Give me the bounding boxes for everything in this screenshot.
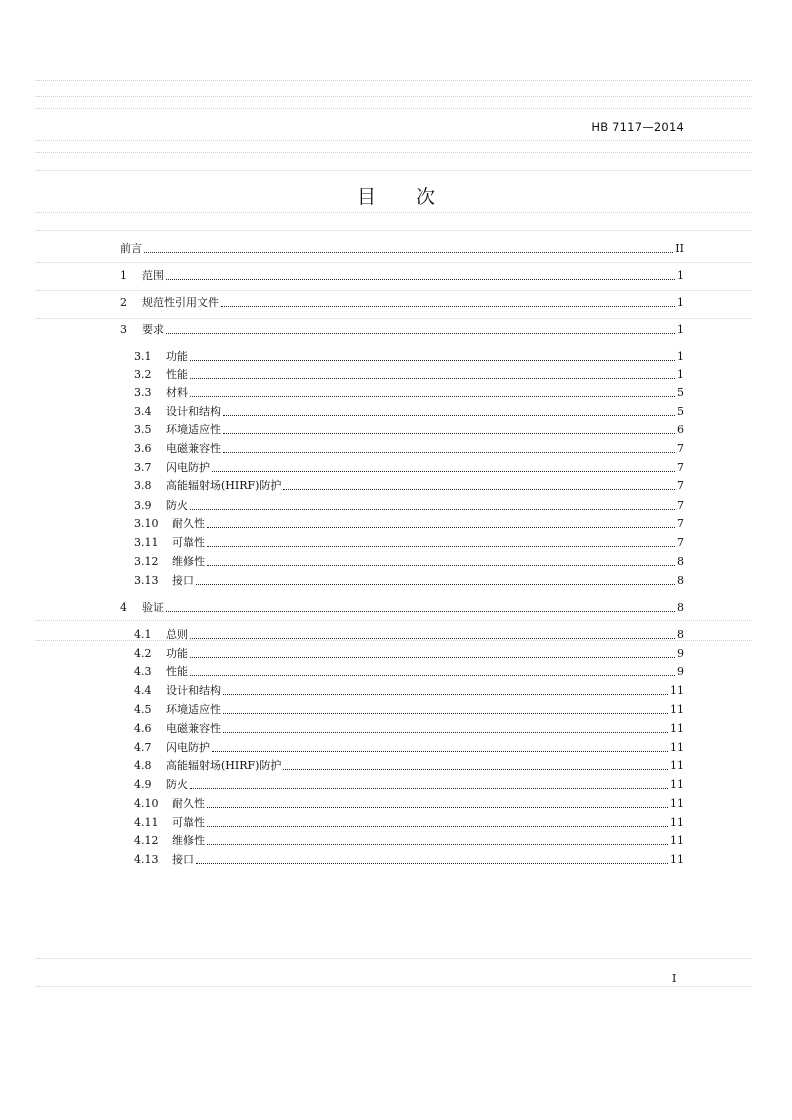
toc-entry-page: 9 (677, 647, 684, 660)
toc-entry[interactable] (134, 796, 684, 812)
toc-dot-leader (190, 638, 675, 639)
toc-entry-number: 3.7 (134, 461, 152, 474)
toc-entry-number: 3.8 (134, 479, 152, 492)
toc-entry-page: 1 (677, 296, 684, 309)
toc-entry-page: 9 (677, 665, 684, 678)
toc-entry-label: 防火 (166, 778, 188, 791)
toc-entry-number: 3.1 (134, 350, 152, 363)
toc-entry-page: 11 (670, 853, 684, 866)
toc-entry-number: 4.4 (134, 684, 152, 697)
toc-entry[interactable] (120, 295, 684, 311)
toc-entry-label: 设计和结构 (166, 405, 221, 418)
toc-entry-label: 性能 (166, 368, 188, 381)
toc-entry-label: 总则 (166, 628, 188, 641)
toc-dot-leader (207, 826, 668, 827)
toc-entry-number: 4.5 (134, 703, 152, 716)
toc-entry[interactable] (134, 683, 684, 699)
toc-dot-leader (283, 769, 668, 770)
toc-entry-page: 11 (670, 797, 684, 810)
toc-entry-number: 4.9 (134, 778, 152, 791)
toc-entry[interactable] (134, 516, 684, 532)
toc-entry-label: 闪电防护 (166, 461, 210, 474)
toc-dot-leader (223, 452, 675, 453)
toc-entry-number: 3.4 (134, 405, 152, 418)
toc-entry-label: 材料 (166, 386, 188, 399)
toc-dot-leader (223, 415, 675, 416)
toc-entry-number: 3 (120, 323, 127, 336)
toc-entry-label: 闪电防护 (166, 741, 210, 754)
toc-entry-number: 3.2 (134, 368, 152, 381)
toc-dot-leader (212, 751, 668, 752)
toc-dot-leader (223, 732, 668, 733)
toc-dot-leader (190, 657, 675, 658)
toc-entry-page: 11 (670, 816, 684, 829)
toc-entry-number: 4 (120, 601, 127, 614)
toc-entry-page: 8 (677, 628, 684, 641)
toc-entry[interactable] (134, 478, 684, 494)
toc-dot-leader (207, 844, 668, 845)
toc-entry[interactable] (120, 268, 684, 284)
toc-entry-page: 7 (677, 517, 684, 530)
toc-entry-page: 8 (677, 555, 684, 568)
toc-entry-page: 11 (670, 834, 684, 847)
document-code: HB 7117—2014 (591, 120, 684, 134)
toc-entry-number: 4.6 (134, 722, 152, 735)
toc-entry-page: 7 (677, 442, 684, 455)
toc-dot-leader (190, 788, 668, 789)
toc-entry-label: 设计和结构 (166, 684, 221, 697)
toc-entry-label: 可靠性 (172, 536, 205, 549)
toc-entry-label: 高能辐射场(HIRF)防护 (166, 479, 282, 492)
toc-entry-number: 1 (120, 269, 127, 282)
toc-dot-leader (223, 433, 675, 434)
page-title: 目 次 (356, 186, 436, 208)
toc-entry-page: 6 (677, 423, 684, 436)
toc-entry-number: 4.11 (134, 816, 159, 829)
toc-entry[interactable] (134, 349, 684, 365)
toc-entry-page: 1 (677, 323, 684, 336)
toc-entry-page: 5 (677, 405, 684, 418)
toc-entry-label: 要求 (142, 323, 164, 336)
toc-dot-leader (207, 527, 675, 528)
toc-entry-label: 范围 (142, 269, 164, 282)
toc-entry-label: 耐久性 (172, 517, 205, 530)
toc-entry-label: 维修性 (172, 555, 205, 568)
toc-entry-label: 电磁兼容性 (166, 722, 221, 735)
toc-entry-page: 7 (677, 536, 684, 549)
toc-dot-leader (221, 306, 675, 307)
toc-entry-number: 4.1 (134, 628, 152, 641)
toc-entry[interactable] (134, 758, 684, 774)
toc-entry-number: 4.2 (134, 647, 152, 660)
toc-entry-label: 接口 (172, 853, 194, 866)
toc-entry[interactable] (134, 404, 684, 420)
toc-dot-leader (190, 378, 675, 379)
toc-entry-label: 接口 (172, 574, 194, 587)
toc-entry[interactable] (134, 554, 684, 570)
toc-entry-number: 4.10 (134, 797, 159, 810)
toc-dot-leader (223, 694, 668, 695)
toc-entry[interactable] (134, 664, 684, 680)
toc-entry-page: 1 (677, 350, 684, 363)
toc-entry[interactable] (120, 600, 684, 616)
toc-entry[interactable] (134, 721, 684, 737)
toc-dot-leader (166, 611, 675, 612)
toc-entry-label: 防火 (166, 499, 188, 512)
toc-entry[interactable] (134, 646, 684, 662)
toc-entry[interactable] (134, 498, 684, 514)
toc-entry-label: 电磁兼容性 (166, 442, 221, 455)
toc-entry-label: 可靠性 (172, 816, 205, 829)
toc-entry-page: 11 (670, 722, 684, 735)
toc-dot-leader (166, 333, 675, 334)
toc-entry[interactable] (134, 460, 684, 476)
toc-entry-label: 前言 (120, 242, 142, 255)
toc-entry-label: 性能 (166, 665, 188, 678)
toc-entry[interactable] (134, 627, 684, 643)
toc-entry-number: 3.6 (134, 442, 152, 455)
toc-entry[interactable] (134, 833, 684, 849)
toc-entry-page: 7 (677, 479, 684, 492)
toc-dot-leader (144, 252, 673, 253)
toc-dot-leader (190, 396, 675, 397)
toc-entry-page: 8 (677, 601, 684, 614)
toc-entry[interactable] (120, 322, 684, 338)
toc-entry-number: 3.10 (134, 517, 159, 530)
toc-entry-number: 3.5 (134, 423, 152, 436)
toc-entry-label: 功能 (166, 350, 188, 363)
toc-entry-number: 4.3 (134, 665, 152, 678)
toc-entry[interactable] (134, 535, 684, 551)
toc-entry-page: 8 (677, 574, 684, 587)
toc-entry[interactable] (134, 815, 684, 831)
toc-entry-page: 11 (670, 741, 684, 754)
toc-dot-leader (196, 584, 675, 585)
toc-dot-leader (212, 471, 675, 472)
toc-entry-number: 4.13 (134, 853, 159, 866)
toc-dot-leader (283, 489, 675, 490)
toc-dot-leader (196, 863, 668, 864)
toc-dot-leader (223, 713, 668, 714)
toc-dot-leader (190, 675, 675, 676)
toc-entry-page: 11 (670, 684, 684, 697)
toc-entry-page: 7 (677, 461, 684, 474)
toc-entry-number: 3.3 (134, 386, 152, 399)
toc-entry-label: 验证 (142, 601, 164, 614)
toc-entry-page: 1 (677, 269, 684, 282)
toc-entry-number: 4.12 (134, 834, 159, 847)
toc-dot-leader (207, 565, 675, 566)
toc-entry-page: 11 (670, 759, 684, 772)
toc-entry-label: 功能 (166, 647, 188, 660)
toc-entry-number: 2 (120, 296, 127, 309)
toc-entry-label: 高能辐射场(HIRF)防护 (166, 759, 282, 772)
toc-entry-number: 3.9 (134, 499, 152, 512)
toc-entry-label: 规范性引用文件 (142, 296, 219, 309)
toc-entry-page: 7 (677, 499, 684, 512)
toc-entry[interactable] (134, 422, 684, 438)
toc-entry-number: 4.8 (134, 759, 152, 772)
toc-entry[interactable] (120, 241, 684, 257)
toc-entry-page: 5 (677, 386, 684, 399)
toc-dot-leader (190, 360, 675, 361)
toc-entry[interactable] (134, 852, 684, 868)
toc-entry-label: 环境适应性 (166, 703, 221, 716)
toc-entry-page: 11 (670, 703, 684, 716)
toc-dot-leader (166, 279, 675, 280)
toc-entry-page: II (675, 242, 684, 255)
toc-entry-number: 3.12 (134, 555, 159, 568)
toc-entry[interactable] (134, 367, 684, 383)
toc-dot-leader (190, 509, 675, 510)
page-number: I (672, 972, 677, 985)
toc-entry[interactable] (134, 441, 684, 457)
toc-entry[interactable] (134, 702, 684, 718)
toc-entry[interactable] (134, 573, 684, 589)
toc-entry-number: 4.7 (134, 741, 152, 754)
toc-entry-label: 耐久性 (172, 797, 205, 810)
toc-entry[interactable] (134, 777, 684, 793)
toc-entry-label: 环境适应性 (166, 423, 221, 436)
toc-entry[interactable] (134, 740, 684, 756)
toc-entry-number: 3.13 (134, 574, 159, 587)
toc-entry-label: 维修性 (172, 834, 205, 847)
toc-entry-page: 1 (677, 368, 684, 381)
toc-entry-page: 11 (670, 778, 684, 791)
toc-entry[interactable] (134, 385, 684, 401)
toc-entry-number: 3.11 (134, 536, 159, 549)
toc-dot-leader (207, 807, 668, 808)
toc-dot-leader (207, 546, 675, 547)
